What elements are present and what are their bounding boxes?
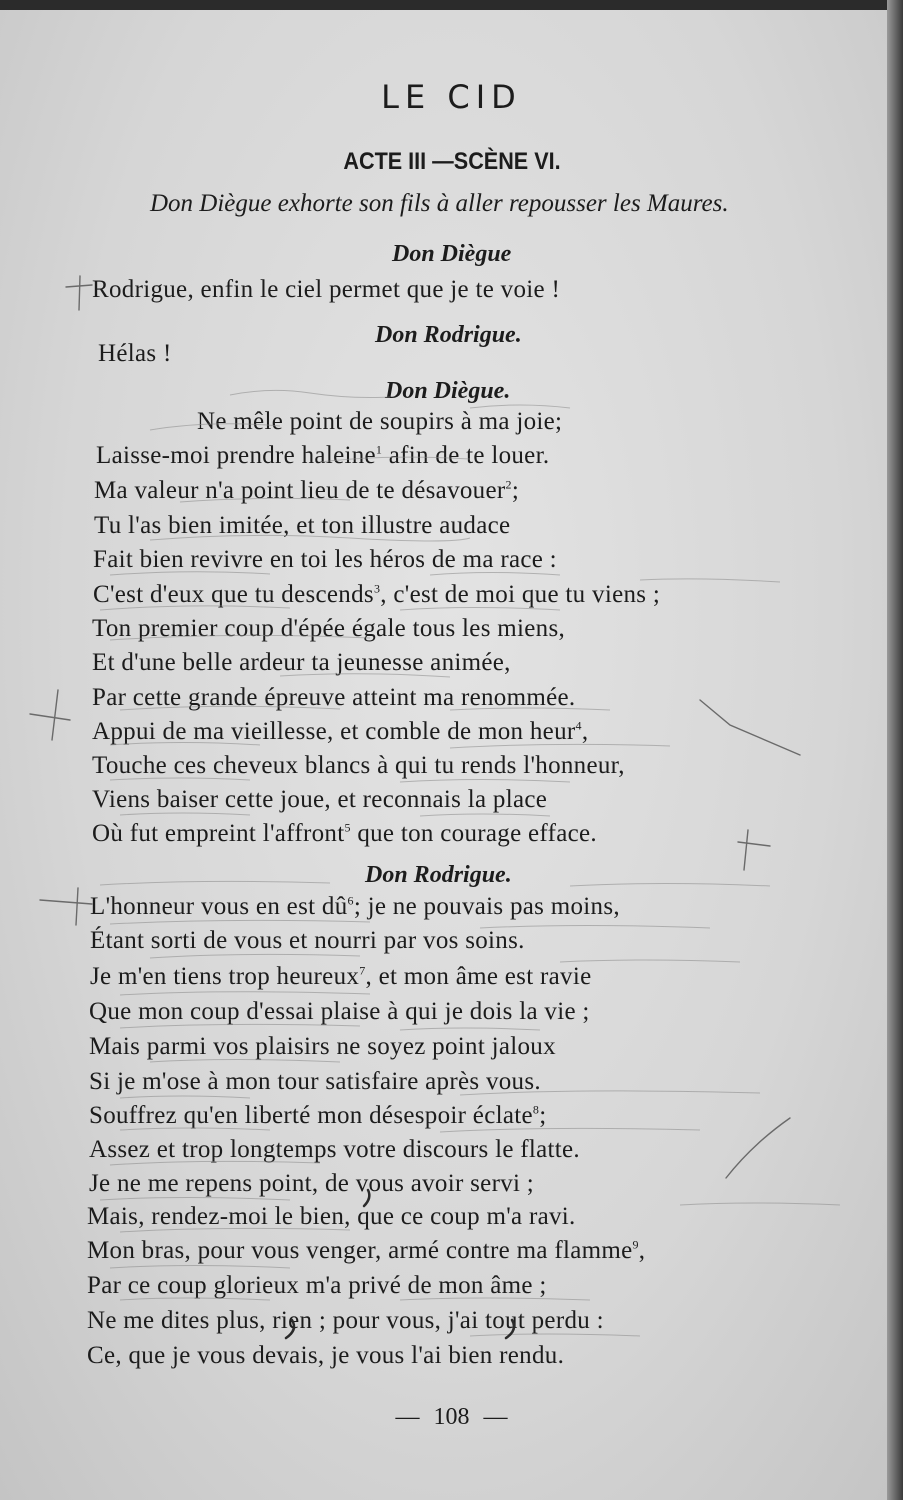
verse-line: Mon bras, pour vous venger, armé contre ma flamme$^9$, xyxy=(87,1237,646,1264)
page-number: 108 xyxy=(433,1404,470,1430)
verse-line: Mais, rendez-moi le bien, que ce coup m'a ravi. xyxy=(87,1203,576,1230)
verse-line: Par cette grande épreuve atteint ma renommée. xyxy=(92,684,576,711)
verse-line: L'honneur vous en est $dû^6$; je ne pouvais pas moins, xyxy=(90,893,620,920)
footnote-marker: 7 xyxy=(359,963,366,978)
scan-binding-edge xyxy=(887,0,903,1500)
footnote-marker: 8 xyxy=(532,1102,540,1117)
verse-line: Laisse-moi prendre haleine$^1$ afin de te louer. xyxy=(96,442,550,469)
verse-line: Étant sorti de vous et nourri par vos soins. xyxy=(90,927,525,954)
verse-line: Par ce coup glorieux m'a privé de mon âme ; xyxy=(87,1272,547,1299)
verse-line: Ne mêle point de soupirs à ma joie; xyxy=(197,408,563,435)
verse-line: Appui de ma vieillesse, et comble de mon heur$^4$, xyxy=(92,718,589,745)
verse-line: Ma valeur n'a point lieu de te désavouer$^2$; xyxy=(94,477,520,504)
verse-line: Souffrez qu'en liberté mon désespoir éclate$^8$; xyxy=(89,1102,547,1129)
play-title: LE CID xyxy=(381,78,522,116)
footnote-marker: 3 xyxy=(373,581,381,596)
verse-line: Tu l'as bien imitée, et ton illustre audace xyxy=(94,512,511,539)
speaker-don-diegue: Don Diègue xyxy=(392,241,512,267)
page-footer: — 108 — xyxy=(395,1404,508,1430)
verse-line: Si je m'ose à mon tour satisfaire après vous. xyxy=(89,1068,541,1095)
scan-top-edge xyxy=(0,0,903,10)
verse-line: Je m'en tiens trop heureux$^7$, et mon âme est ravie xyxy=(90,963,592,990)
verse-line: Touche ces cheveux blancs à qui tu rends l'honneur, xyxy=(92,752,625,779)
verse-line: C'est d'eux que tu descends$^3$, c'est de moi que tu viens ; xyxy=(93,581,661,608)
verse-line: Ne me dites plus, rien ; pour vous, j'ai tout perdu : xyxy=(87,1307,604,1334)
verse-line: Viens baiser cette joue, et reconnais la place xyxy=(92,786,548,813)
speaker-don-diegue: Don Diègue. xyxy=(385,378,511,404)
verse-line: Mais parmi vos plaisirs ne soyez point jaloux xyxy=(89,1033,556,1060)
footnote-marker: 5 xyxy=(344,820,351,835)
verse-line: Ce, que je vous devais, je vous l'ai bien rendu. xyxy=(87,1342,565,1369)
footnote-marker: 1 xyxy=(375,442,383,457)
speaker-don-rodrigue: Don Rodrigue. xyxy=(375,322,522,348)
footnote-marker: 4 xyxy=(575,718,582,733)
verse-line: Que mon coup d'essai plaise à qui je dois la vie ; xyxy=(89,998,590,1025)
verse-line: Assez et trop longtemps votre discours le flatte. xyxy=(89,1136,580,1163)
verse-line: Fait bien revivre en toi les héros de ma race : xyxy=(93,546,557,573)
verse-line: Où fut empreint l'affront$^5$ que ton courage efface. xyxy=(92,820,597,847)
verse-line: Et d'une belle ardeur ta jeunesse animée, xyxy=(92,649,511,676)
verse-line: Rodrigue, enfin le ciel permet que je te voie ! xyxy=(92,276,561,303)
scene-heading: ACTE III —SCÈNE VI. xyxy=(343,148,561,175)
footnote-marker: 2 xyxy=(505,477,512,492)
footnote-marker: 6 xyxy=(347,893,354,908)
speaker-don-rodrigue: Don Rodrigue. xyxy=(365,862,512,888)
verse-line: Ton premier coup d'épée égale tous les miens, xyxy=(92,615,566,642)
footnote-marker: 9 xyxy=(632,1237,639,1252)
verse-line: Je ne me repens point, de vous avoir servi ; xyxy=(89,1170,535,1197)
scene-summary: Don Diègue exhorte son fils à aller repousser les Maures. xyxy=(150,190,729,217)
verse-line: Hélas ! xyxy=(98,340,172,367)
